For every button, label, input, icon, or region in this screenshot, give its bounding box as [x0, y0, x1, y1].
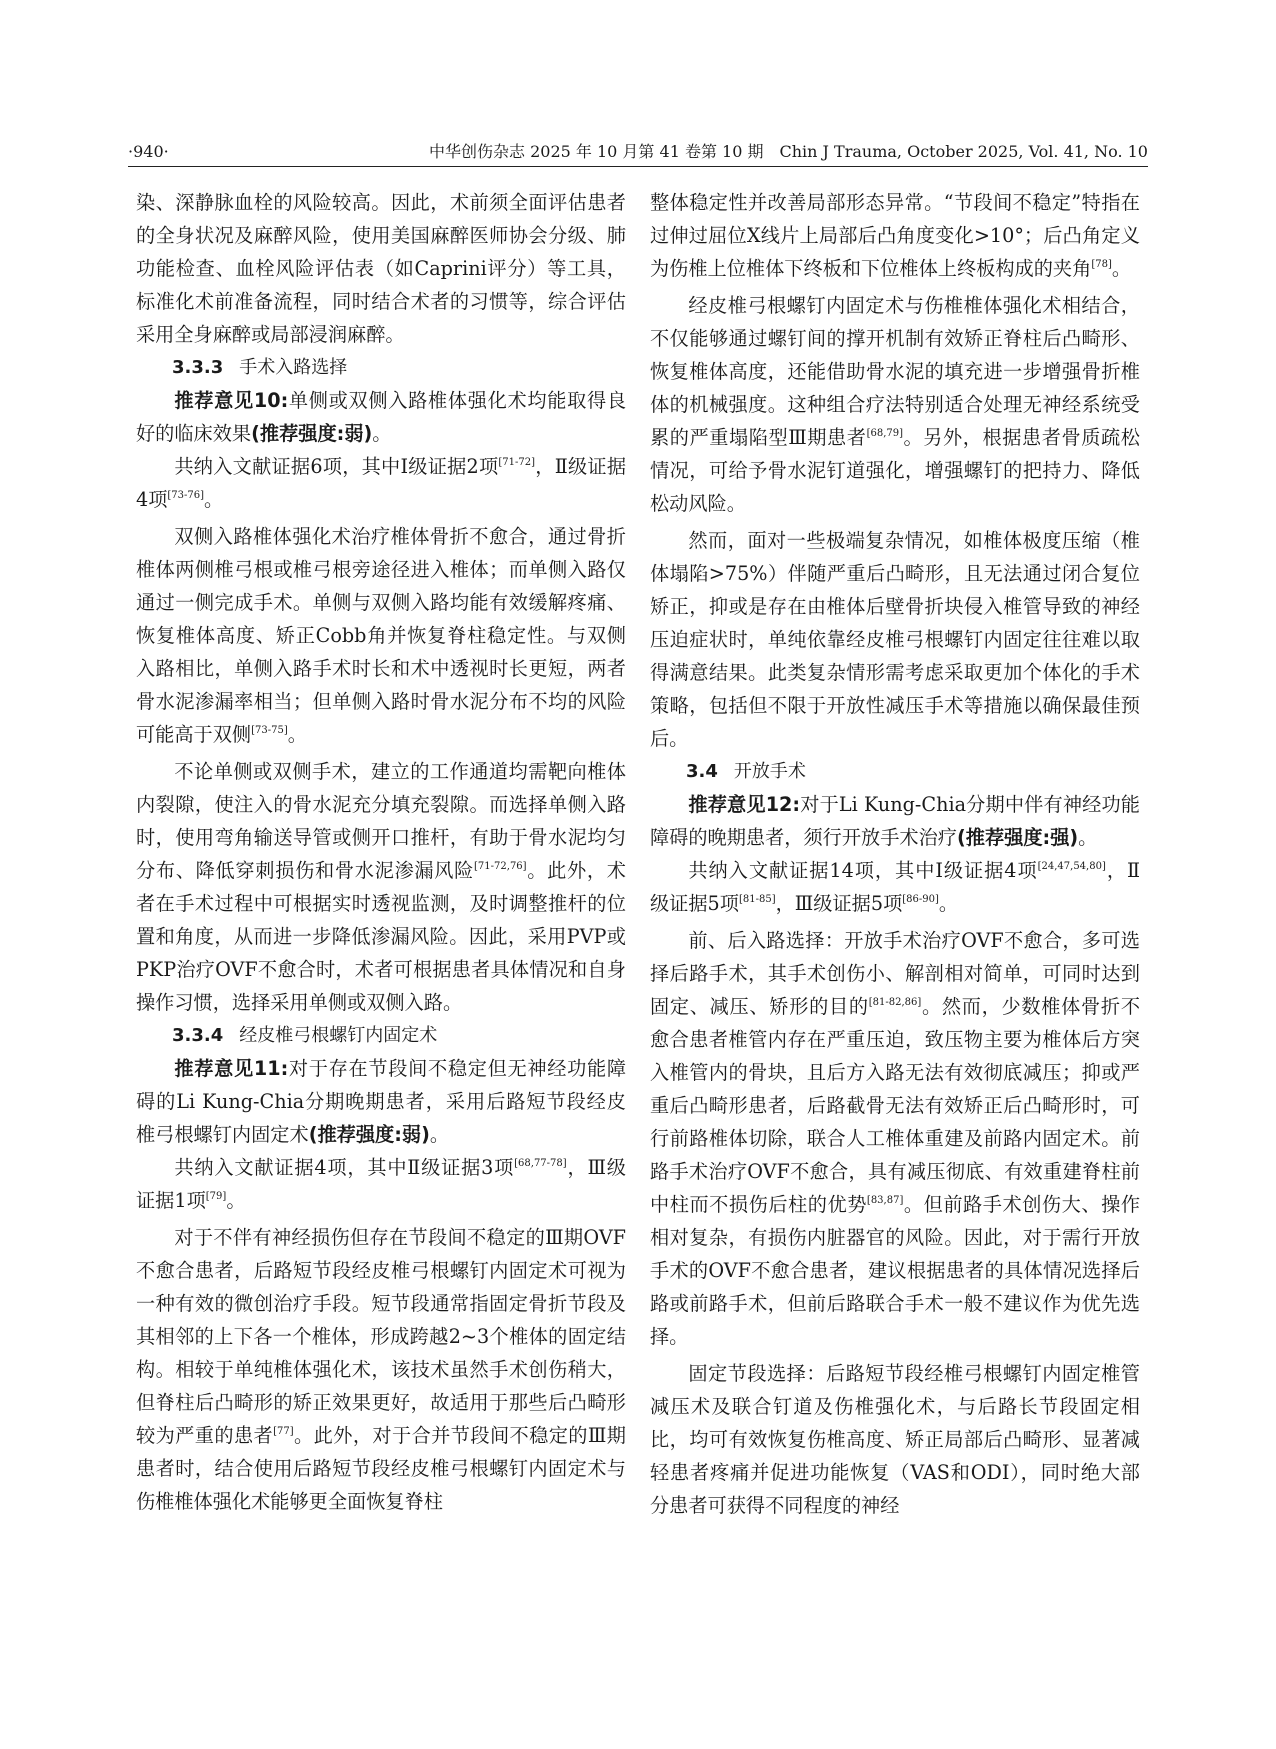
paragraph: 固定节段选择：后路短节段经椎弓根螺钉内固定椎管减压术及联合钉道及伤椎强化术，与后路长节段固定相比，均可有效恢复伤椎高度、矫正局部后凸畸形、显著减轻患者疼痛并促进功能恢复（VAS和ODI），同时绝大部分患者可获得不同程度的神经 — [650, 1362, 1140, 1517]
citation: [86-90] — [902, 894, 939, 905]
evidence-paragraph — [136, 1151, 626, 1217]
recommendation-text: 单侧或双侧入路椎体强化术均能取得良好的临床效果 — [136, 389, 627, 445]
text-run: ，Ⅱ级证据4项 — [136, 455, 627, 511]
text-run: 。但前路手术创伤大、操作相对复杂，有损伤内脏器官的风险。因此，对于需行开放手术的OVF不愈合患者，建议根据患者的具体情况选择后路或前路手术，但前后路联合手术一般不建议作为优先选择。 — [650, 1193, 1141, 1348]
text-run: ，Ⅱ级证据5项 — [650, 859, 1140, 915]
recommendation-strength: (推荐强度:弱) — [308, 1123, 430, 1146]
citation: [83,87] — [866, 1195, 904, 1206]
evidence-paragraph — [650, 854, 1140, 920]
recommendation-label: 推荐意见12: — [688, 793, 801, 816]
section-heading-3-4 — [650, 755, 1140, 788]
section-title: 开放手术 — [733, 761, 806, 782]
punctuation: 。 — [372, 422, 392, 445]
text-run: 整体稳定性并改善局部形态异常。“节段间不稳定”特指在过伸过屈位X线片上局部后凸角度变化>10°；后凸角定义为伤椎上位椎体下终板和下位椎体上终板构成的夹角 — [650, 191, 1140, 280]
paragraph: 然而，面对一些极端复杂情况，如椎体极度压缩（椎体塌陷>75%）伴随严重后凸畸形，且无法通过闭合复位矫正，抑或是存在由椎体后壁骨折块侵入椎管导致的神经压迫症状时，单纯依靠经皮椎弓根螺钉内固定往往难以取得满意结果。此类复杂情形需考虑采取更加个体化的手术策略，包括但不限于开放性减压手术等措施以确保最佳预后。 — [650, 529, 1140, 750]
section-number: 3.4 — [686, 761, 718, 782]
citation: [77] — [273, 1426, 294, 1437]
text-run: 。 — [226, 1189, 246, 1212]
text-run: 。此外，术者在手术过程中可根据实时透视监测，及时调整推杆的位置和角度，从而进一步降低渗漏风险。因此，采用PVP或PKP治疗OVF不愈合时，术者可根据患者具体情况和自身操作习惯，选择采用单侧或双侧入路。 — [136, 859, 626, 1014]
citation: [81-82,86] — [868, 997, 922, 1008]
citation: [73-75] — [251, 725, 288, 736]
paragraph: 染、深静脉血栓的风险较高。因此，术前须全面评估患者的全身状况及麻醉风险，使用美国麻醉医师协会分级、肺功能检查、血栓风险评估表（如Caprini评分）等工具，标准化术前准备流程，同时结合术者的习惯等，综合评估采用全身麻醉或局部浸润麻醉。 — [136, 191, 626, 346]
text-run: 。然而，少数椎体骨折不愈合患者椎管内存在严重压迫，致压物主要为椎体后方突入椎管内的骨块，且后方入路无法有效彻底减压；抑或严重后凸畸形患者，后路截骨无法有效矫正后凸畸形时，可行前路椎体切除，联合人工椎体重建及前路内固定术。前路手术治疗OVF不愈合，具有减压彻底、有效重建脊柱前中柱而不损伤后柱的优势 — [650, 995, 1141, 1216]
left-column — [136, 186, 626, 1518]
journal-citation: 中华创伤杂志 2025 年 10 月第 41 卷第 10 期 Chin J Trauma, October 2025, Vol. 41, No. 10 — [429, 142, 1148, 161]
section-title: 经皮椎弓根螺钉内固定术 — [239, 1025, 438, 1046]
citation: [71-72] — [498, 457, 536, 468]
citation: [68,79] — [866, 428, 903, 439]
recommendation-12 — [650, 788, 1140, 854]
citation: [24,47,54,80] — [1037, 861, 1106, 872]
citation: [81-85] — [738, 894, 776, 905]
paragraph — [650, 289, 1140, 520]
paragraph — [136, 755, 626, 1019]
punctuation: 。 — [1078, 826, 1098, 849]
section-number: 3.3.3 — [172, 357, 224, 378]
citation: [79] — [205, 1191, 227, 1202]
text-run: 共纳入文献证据4项，其中Ⅱ级证据3项 — [174, 1156, 515, 1179]
right-column — [650, 186, 1140, 1522]
recommendation-text: 对于存在节段间不稳定但无神经功能障碍的Li Kung-Chia分期晚期患者，采用后路短节段经皮椎弓根螺钉内固定术 — [136, 1057, 627, 1146]
evidence-paragraph — [136, 450, 626, 516]
paragraph — [650, 924, 1140, 1353]
text-run: 对于不伴有神经损伤但存在节段间不稳定的Ⅲ期OVF不愈合患者，后路短节段经皮椎弓根螺钉内固定术可视为一种有效的微创治疗手段。短节段通常指固定骨折节段及其相邻的上下各一个椎体，形成跨越2~3个椎体的固定结构。相较于单纯椎体强化术，该技术虽然手术创伤稍大，但脊柱后凸畸形的矫正效果更好，故适用于那些后凸畸形较为严重的患者 — [136, 1226, 626, 1447]
citation: [73-76] — [167, 490, 205, 501]
header-divider — [128, 166, 1148, 167]
text-run: 双侧入路椎体强化术治疗椎体骨折不愈合，通过骨折椎体两侧椎弓根或椎弓根旁途径进入椎体；而单侧入路仅通过一侧完成手术。单侧与双侧入路均能有效缓解疼痛、恢复椎体高度、矫正Cobb角并恢复脊柱稳定性。与双侧入路相比，单侧入路手术时长和术中透视时长更短，两者骨水泥渗漏率相当；但单侧入路时骨水泥分布不均的风险可能高于双侧 — [136, 525, 626, 746]
section-number: 3.3.4 — [172, 1025, 224, 1046]
text-run: 共纳入文献证据14项，其中Ⅰ级证据4项 — [688, 859, 1038, 882]
recommendation-label: 推荐意见10: — [174, 389, 289, 412]
text-run: ，Ⅲ级证据1项 — [136, 1156, 626, 1212]
text-run: 。 — [204, 488, 224, 511]
text-run: 。 — [938, 892, 959, 915]
text-run: 。 — [287, 723, 307, 746]
recommendation-strength: (推荐强度:强) — [957, 826, 1079, 849]
page-header — [128, 138, 1148, 166]
text-run: 不论单侧或双侧手术，建立的工作通道均需靶向椎体内裂隙，使注入的骨水泥充分填充裂隙。而选择单侧入路时，使用弯角输送导管或侧开口推杆，有助于骨水泥均匀分布、降低穿刺损伤和骨水泥渗漏风险 — [136, 760, 626, 882]
citation: [78] — [1091, 259, 1112, 270]
text-run: 。此外，对于合并节段间不稳定的Ⅲ期患者时，结合使用后路短节段经皮椎弓根螺钉内固定术与伤椎椎体强化术能够更全面恢复脊柱 — [136, 1424, 626, 1513]
recommendation-10 — [136, 384, 626, 450]
text-run: 。 — [1111, 257, 1132, 280]
recommendation-label: 推荐意见11: — [174, 1057, 289, 1080]
recommendation-11 — [136, 1052, 626, 1151]
citation: [71-72,76] — [474, 861, 527, 872]
text-run: 共纳入文献证据6项，其中Ⅰ级证据2项 — [174, 455, 499, 478]
section-heading-3-3-4 — [136, 1019, 626, 1052]
paragraph — [136, 1221, 626, 1518]
recommendation-text: 对于Li Kung-Chia分期中伴有神经功能障碍的晚期患者，须行开放手术治疗 — [650, 793, 1140, 849]
paragraph — [136, 520, 626, 751]
section-heading-3-3-3 — [136, 351, 626, 384]
paragraph — [650, 186, 1140, 285]
page-number: ·940· — [128, 142, 169, 161]
text-run: ，Ⅲ级证据5项 — [775, 892, 903, 915]
text-run: 前、后入路选择：开放手术治疗OVF不愈合，多可选择后路手术，其手术创伤小、解剖相对简单，可同时达到固定、减压、矫形的目的 — [650, 929, 1140, 1018]
citation: [68,77-78] — [514, 1158, 567, 1169]
punctuation: 。 — [429, 1123, 450, 1146]
text-run: 经皮椎弓根螺钉内固定术与伤椎椎体强化术相结合，不仅能够通过螺钉间的撑开机制有效矫正脊柱后凸畸形、恢复椎体高度，还能借助骨水泥的填充进一步增强骨折椎体的机械强度。这种组合疗法特别适合处理无神经系统受累的严重塌陷型Ⅲ期患者 — [650, 294, 1140, 449]
section-title: 手术入路选择 — [239, 357, 348, 378]
text-run: 。另外，根据患者骨质疏松情况，可给予骨水泥钉道强化，增强螺钉的把持力、降低松动风险。 — [650, 426, 1140, 515]
recommendation-strength: (推荐强度:弱) — [251, 422, 373, 445]
